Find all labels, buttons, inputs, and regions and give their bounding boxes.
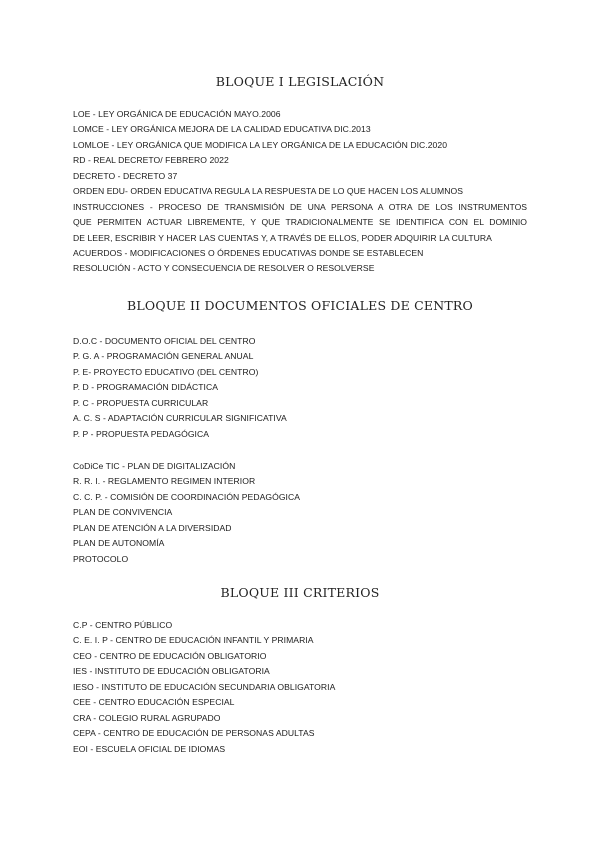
section-criterios-list — [73, 618, 533, 757]
list-item: INSTRUCCIONES - PROCESO DE TRANSMISIÓN DE UNA PERSONA A OTRA DE LOS INSTRUMENTOS — [73, 201, 527, 212]
list-item: IESO - INSTITUTO DE EDUCACIÓN SECUNDARIA OBLIGATORIA — [73, 681, 336, 692]
list-item: CEE - CENTRO EDUCACIÓN ESPECIAL — [73, 697, 235, 708]
list-item: C. C. P. - COMISIÓN DE COORDINACIÓN PEDAGÓGICA — [73, 491, 301, 502]
list-item: CRA - COLEGIO RURAL AGRUPADO — [73, 712, 221, 723]
list-item: P. D - PROGRAMACIÓN DIDÁCTICA — [73, 382, 219, 393]
list-item: R. R. I. - REGLAMENTO REGIMEN INTERIOR — [73, 476, 256, 487]
list-item: IES - INSTITUTO DE EDUCACIÓN OBLIGATORIA — [73, 666, 270, 677]
list-item: ORDEN EDU- ORDEN EDUCATIVA REGULA LA RESPUESTA DE LO QUE HACEN LOS ALUMNOS — [73, 186, 464, 197]
list-item: QUE PERMITEN ACTUAR LIBREMENTE, Y QUE TRADICIONALMENTE SE IDENTIFICA CON EL DOMINIO — [73, 217, 527, 228]
list-item: D.O.C - DOCUMENTO OFICIAL DEL CENTRO — [73, 336, 256, 346]
section-heading-legislacion: BLOQUE I LEGISLACIÓN — [215, 74, 385, 89]
list-item: C.P - CENTRO PÚBLICO — [73, 620, 173, 630]
section-heading-documentos: BLOQUE II DOCUMENTOS OFICIALES DE CENTRO — [127, 298, 473, 313]
list-item: P. P - PROPUESTA PEDAGÓGICA — [73, 428, 210, 439]
list-item: LOMLOE - LEY ORGÁNICA QUE MODIFICA LA LEY ORGÁNICA DE LA EDUCACIÓN DIC.2020 — [73, 139, 448, 150]
list-item: PLAN DE ATENCIÓN A LA DIVERSIDAD — [73, 522, 232, 533]
section-planes-list — [73, 459, 533, 567]
list-item: P. C - PROPUESTA CURRICULAR — [73, 397, 209, 408]
list-item: RESOLUCIÓN - ACTO Y CONSECUENCIA DE RESOLVER O RESOLVERSE — [73, 263, 375, 274]
list-item: PLAN DE AUTONOMÍA — [73, 538, 165, 549]
list-item: PROTOCOLO — [73, 553, 129, 564]
list-item: DE LEER, ESCRIBIR Y HACER LAS CUENTAS Y, A TRAVÉS DE ELLOS, PODER ADQUIRIR LA CULTURA — [73, 232, 492, 243]
section-legislacion-list — [73, 107, 533, 277]
list-item: P. G. A - PROGRAMACIÓN GENERAL ANUAL — [73, 351, 254, 362]
list-item: LOMCE - LEY ORGÁNICA MEJORA DE LA CALIDAD EDUCATIVA DIC.2013 — [73, 124, 371, 135]
section-heading-criterios: BLOQUE III CRITERIOS — [220, 585, 380, 600]
list-item: PLAN DE CONVIVENCIA — [73, 507, 173, 518]
list-item: CEO - CENTRO DE EDUCACIÓN OBLIGATORIO — [73, 650, 267, 661]
list-item: CEPA - CENTRO DE EDUCACIÓN DE PERSONAS ADULTAS — [73, 728, 315, 739]
list-item: EOI - ESCUELA OFICIAL DE IDIOMAS — [73, 743, 226, 754]
list-item: LOE - LEY ORGÁNICA DE EDUCACIÓN MAYO.2006 — [73, 109, 281, 119]
list-item: ACUERDOS - MODIFICACIONES O ÓRDENES EDUCATIVAS DONDE SE ESTABLECEN — [73, 247, 424, 258]
list-item: CoDiCe TIC - PLAN DE DIGITALIZACIÓN — [73, 461, 236, 471]
list-item: C. E. I. P - CENTRO DE EDUCACIÓN INFANTIL Y PRIMARIA — [73, 635, 314, 646]
list-item: RD - REAL DECRETO/ FEBRERO 2022 — [73, 155, 229, 166]
list-item: P. E- PROYECTO EDUCATIVO (DEL CENTRO) — [73, 366, 259, 377]
section-documentos-list — [73, 334, 533, 442]
list-item: A. C. S - ADAPTACIÓN CURRICULAR SIGNIFICATIVA — [73, 413, 287, 424]
list-item: DECRETO - DECRETO 37 — [73, 170, 178, 181]
